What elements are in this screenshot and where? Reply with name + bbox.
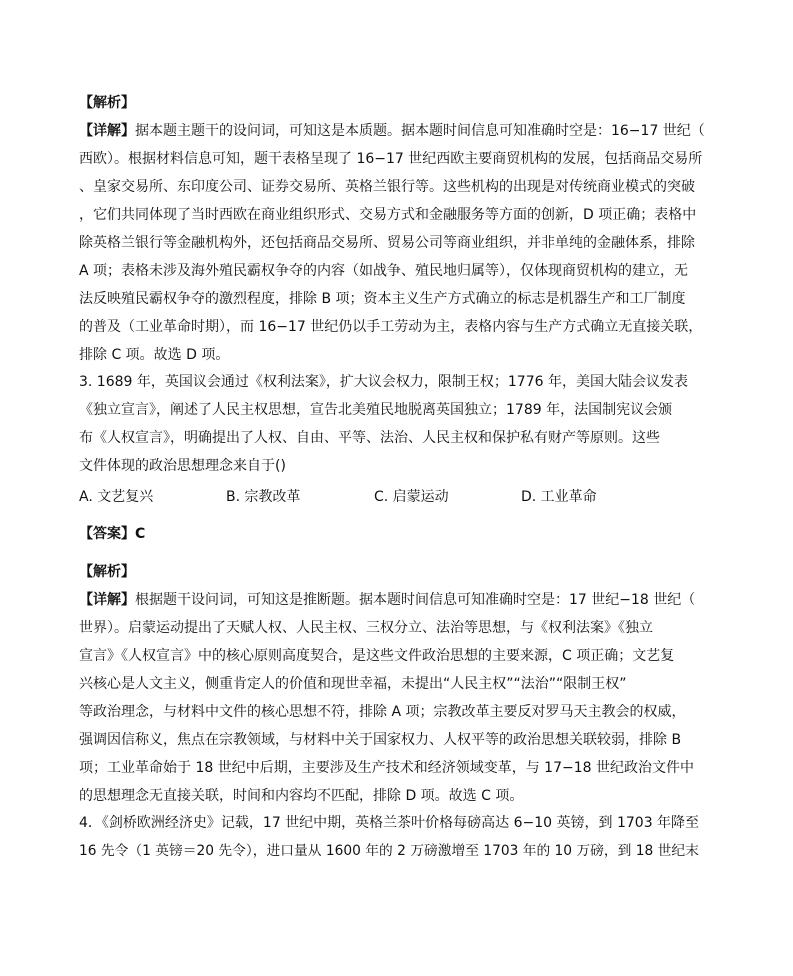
- option-a: A. 文艺复兴: [79, 489, 154, 505]
- analysis-line: 的思想理念无直接关联，时间和内容均不匹配，排除 D 项。故选 C 项。: [79, 788, 524, 804]
- analysis-line: 除英格兰银行等金融机构外，还包括商品交易所、贸易公司等商业组织，并非单纯的金融体系，排除: [79, 235, 695, 251]
- analysis-heading: 【解析】: [79, 564, 135, 580]
- analysis-line: 项；工业革命始于 18 世纪中后期，主要涉及生产技术和经济领域变革，与 17−18 世纪政治文件中: [79, 760, 694, 776]
- analysis-line: 的普及（工业革命时期），而 16−17 世纪仍以手工劳动为主，表格内容与生产方式确立无直接关联，: [79, 319, 703, 335]
- analysis-line: 兴核心是人文主义，侧重肯定人的价值和现世幸福，未提出“人民主权”“法治”“限制王权”: [79, 676, 627, 692]
- answer-line: [79, 524, 145, 544]
- analysis-line: 宣言》《人权宣言》中的核心原则高度契合，是这些文件政治思想的主要来源，C 项正确；文艺复: [79, 648, 675, 664]
- answer-tag: 【答案】: [79, 526, 135, 542]
- analysis-line: 排除 C 项。故选 D 项。: [79, 347, 230, 363]
- analysis-heading: 【解析】: [79, 95, 135, 111]
- question-line: 4．《剑桥欧洲经济史》记载，17 世纪中期，英格兰茶叶价格每磅高达 6−10 英镑，到 1703 年降至: [79, 815, 700, 831]
- question-line: 文件体现的政治思想理念来自于(): [79, 458, 286, 474]
- analysis-line: ，它们共同体现了当时西欧在商业组织形式、交易方式和金融服务等方面的创新，D 项正确；表格中: [79, 207, 697, 223]
- answer-value: C: [135, 526, 146, 542]
- option-c: C. 启蒙运动: [374, 489, 449, 505]
- option-d: D. 工业革命: [521, 489, 597, 505]
- analysis-line: [79, 590, 695, 610]
- question-line: 3. 1689 年，英国议会通过《权利法案》，扩大议会权力，限制王权；1776 年，美国大陆会议发表: [79, 374, 688, 390]
- analysis-text: 据本题主题干的设问词，可知这是本质题。据本题时间信息可知准确时空是：16−17 世纪（: [135, 123, 705, 139]
- analysis-text: 根据题干设问词，可知这是推断题。据本题时间信息可知准确时空是：17 世纪−18 世纪（: [135, 592, 696, 608]
- analysis-line: A 项；表格未涉及海外殖民霸权争夺的内容（如战争、殖民地归属等），仅体现商贸机构的建立，无: [79, 263, 689, 279]
- analysis-line: 等政治理念，与材料中文件的核心思想不符，排除 A 项；宗教改革主要反对罗马天主教会的权威，: [79, 704, 686, 720]
- detail-tag: 【详解】: [79, 592, 135, 608]
- option-b: B. 宗教改革: [226, 489, 301, 505]
- analysis-line: 强调因信称义，焦点在宗教领域，与材料中关于国家权力、人权平等的政治思想关联较弱，排除 B: [79, 732, 682, 748]
- question-line: 16 先令（1 英镑＝20 先令），进口量从 1600 年的 2 万磅激增至 1703 年的 10 万磅，到 18 世纪末: [79, 843, 699, 859]
- analysis-line: [79, 121, 705, 141]
- analysis-line: 西欧）。根据材料信息可知，题干表格呈现了 16−17 世纪西欧主要商贸机构的发展，包括商品交易所: [79, 151, 703, 167]
- question-line: 布《人权宣言》，明确提出了人权、自由、平等、法治、人民主权和保护私有财产等原则。这些: [79, 430, 660, 446]
- analysis-line: 法反映殖民霸权争夺的激烈程度，排除 B 项；资本主义生产方式确立的标志是机器生产和工厂制度: [79, 291, 686, 307]
- analysis-line: 、皇家交易所、东印度公司、证券交易所、英格兰银行等。这些机构的出现是对传统商业模式的突破: [79, 179, 695, 195]
- detail-tag: 【详解】: [79, 123, 135, 139]
- question-line: 《独立宣言》，阐述了人民主权思想，宣告北美殖民地脱离英国独立；1789 年，法国制宪议会颁: [79, 402, 673, 418]
- analysis-line: 世界）。启蒙运动提出了天赋人权、人民主权、三权分立、法治等思想，与《权利法案》《独立: [79, 620, 653, 636]
